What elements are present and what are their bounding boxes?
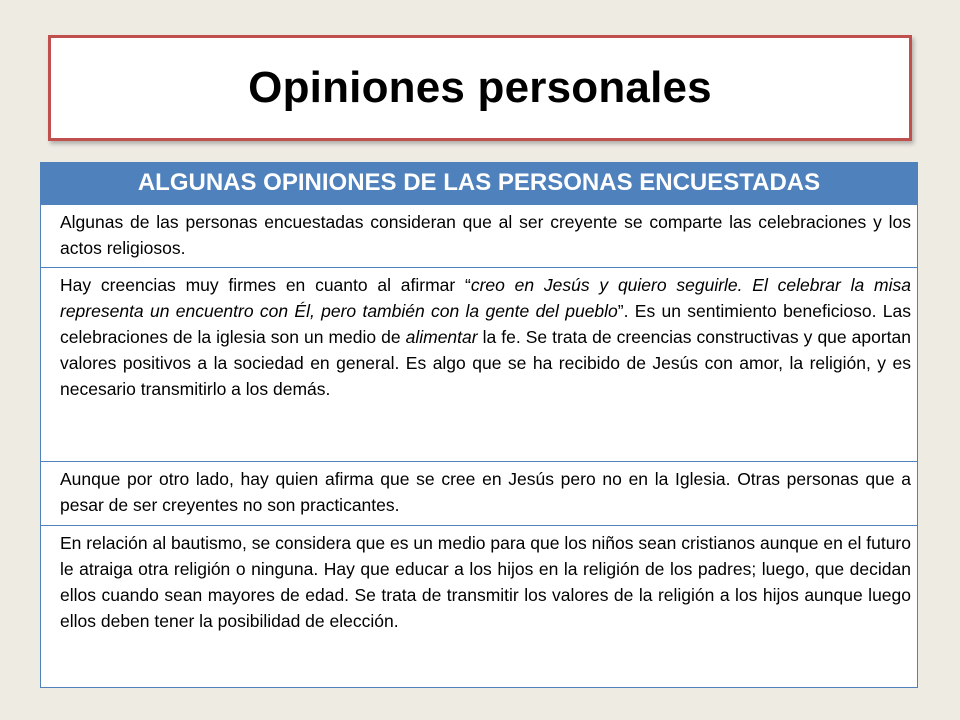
row-2-text-b: ”. Es un sentimiento beneficioso. Las celebraciones de la iglesia son un medio de: [60, 301, 911, 347]
table-row-1: [41, 204, 917, 267]
row-3-text: Aunque por otro lado, hay quien afirma que se cree en Jesús pero no en la Iglesia. Otras personas que a pesar de ser creyentes no son practicantes.: [60, 469, 911, 515]
slide-title: Opiniones personales: [248, 63, 712, 112]
table-header: ALGUNAS OPINIONES DE LAS PERSONAS ENCUESTADAS: [41, 162, 917, 204]
table-row-2: [41, 267, 917, 461]
row-2-text-a: Hay creencias muy firmes en cuanto al afirmar “: [60, 275, 471, 295]
opinions-table: [40, 162, 918, 688]
table-row-3: [41, 461, 917, 525]
row-2-quote: creo en Jesús y quiero seguirle. El celebrar la misa representa un encuentro con Él, pero también con la gente del pueblo: [60, 275, 911, 321]
slide-title-box: [48, 35, 912, 141]
row-2-text-c: la fe. Se trata de creencias constructivas y que aportan valores positivos a la sociedad en general. Es algo que se ha recibido de Jesús con amor, la religión, y es necesario transmitirlo a los demás.: [60, 327, 912, 399]
row-1-text: Algunas de las personas encuestadas consideran que al ser creyente se comparte las celebraciones y los actos religiosos.: [60, 212, 911, 258]
row-4-text: En relación al bautismo, se considera que es un medio para que los niños sean cristianos aunque en el futuro le atraiga otra religión o ninguna. Hay que educar a los hijos en la religión de los padres; luego, que decidan ellos cuando sean mayores de edad. Se trata de transmitir los valores de la religión a los hijos aunque luego ellos deben tener la posibilidad de elección.: [60, 533, 911, 631]
row-2-emphasis: alimentar: [405, 327, 478, 347]
table-row-4: [41, 525, 917, 687]
